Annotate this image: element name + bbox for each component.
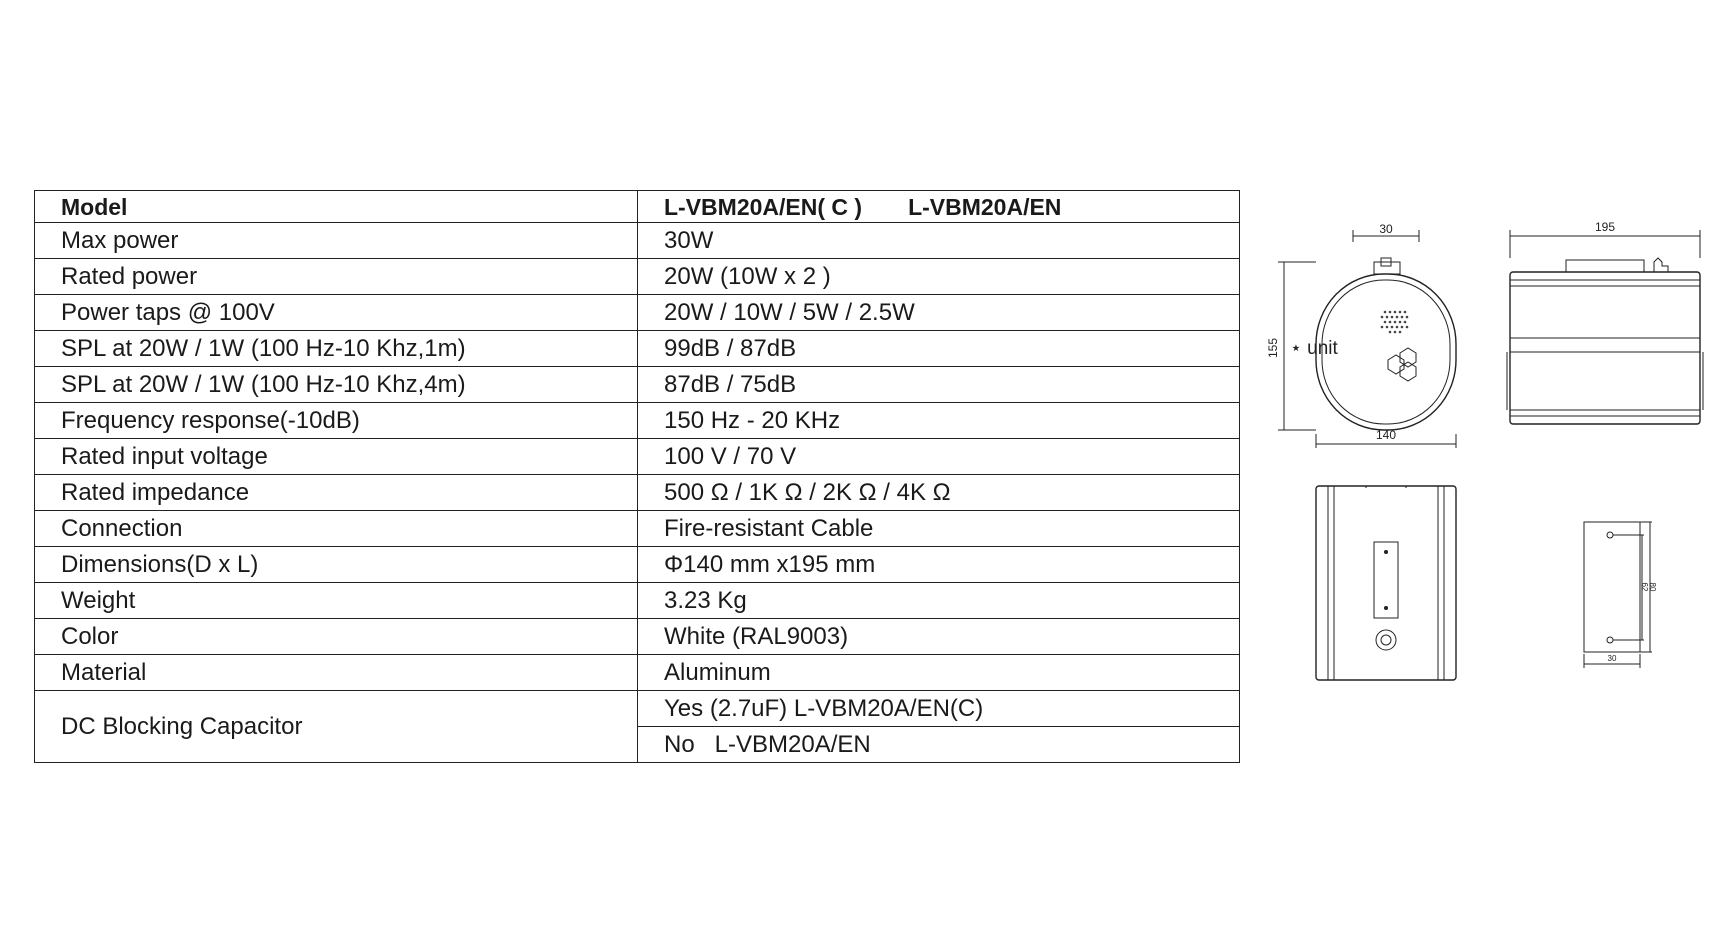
mount-hole-icon [1376,630,1396,650]
row-value: 87dB / 75dB [638,367,1240,403]
dim-height: 155 [1266,337,1280,359]
header-model-label: Model [35,191,638,223]
row-label: Max power [35,223,638,259]
dim-bracket-width: 30 [1607,654,1617,663]
header-model-b: L-VBM20A/EN [908,193,1062,220]
row-value: Fire-resistant Cable [638,511,1240,547]
table-row [35,583,1240,619]
row-label: Rated impedance [35,475,638,511]
row-label: Color [35,619,638,655]
header-model-names [638,191,1240,223]
rear-view-drawing [1316,486,1456,680]
unit-note: ⋆ unit [1290,338,1338,359]
row-value-dc-no: No L-VBM20A/EN [638,727,1240,763]
table-row [35,259,1240,295]
hex-logo-icon [1388,348,1416,381]
header-model-a: L-VBM20A/EN( C ) [664,193,863,220]
table-header-row [35,191,1240,223]
dim-bracket-inner: 62 [1640,582,1649,592]
dimension-drawings [1260,210,1724,690]
row-value: 3.23 Kg [638,583,1240,619]
row-value: 99dB / 87dB [638,331,1240,367]
table-row [35,547,1240,583]
side-view-drawing [1507,220,1703,424]
spec-table [34,190,1240,763]
dim-side-length: 195 [1594,220,1616,234]
row-value: 100 V / 70 V [638,439,1240,475]
dim-top-width: 30 [1379,222,1393,236]
table-row [35,475,1240,511]
dim-bottom-width: 140 [1375,428,1397,442]
table-row [35,223,1240,259]
row-value: White (RAL9003) [638,619,1240,655]
row-value: 20W / 10W / 5W / 2.5W [638,295,1240,331]
table-row [35,619,1240,655]
row-label: SPL at 20W / 1W (100 Hz-10 Khz,1m) [35,331,638,367]
row-value: Aluminum [638,655,1240,691]
table-row [35,403,1240,439]
row-label: Material [35,655,638,691]
bracket-view-drawing [1584,522,1657,668]
table-row [35,331,1240,367]
table-row [35,295,1240,331]
row-label: Weight [35,583,638,619]
table-row [35,439,1240,475]
row-value-dc-yes: Yes (2.7uF) L-VBM20A/EN(C) [638,691,1240,727]
row-value: Φ140 mm x195 mm [638,547,1240,583]
row-label: Power taps @ 100V [35,295,638,331]
table-row-dc-blocking [35,691,1240,727]
row-label: SPL at 20W / 1W (100 Hz-10 Khz,4m) [35,367,638,403]
row-value: 30W [638,223,1240,259]
grille-icon [1381,311,1409,334]
row-value: 500 Ω / 1K Ω / 2K Ω / 4K Ω [638,475,1240,511]
row-label: Frequency response(-10dB) [35,403,638,439]
row-label-dc-blocking: DC Blocking Capacitor [35,691,638,763]
table-row [35,511,1240,547]
table-row [35,655,1240,691]
dim-bracket-outer: 80 [1648,582,1657,592]
front-view-drawing [1266,222,1456,448]
table-row [35,367,1240,403]
row-label: Connection [35,511,638,547]
row-label: Dimensions(D x L) [35,547,638,583]
row-value: 150 Hz - 20 KHz [638,403,1240,439]
row-label: Rated input voltage [35,439,638,475]
row-label: Rated power [35,259,638,295]
row-value: 20W (10W x 2 ) [638,259,1240,295]
